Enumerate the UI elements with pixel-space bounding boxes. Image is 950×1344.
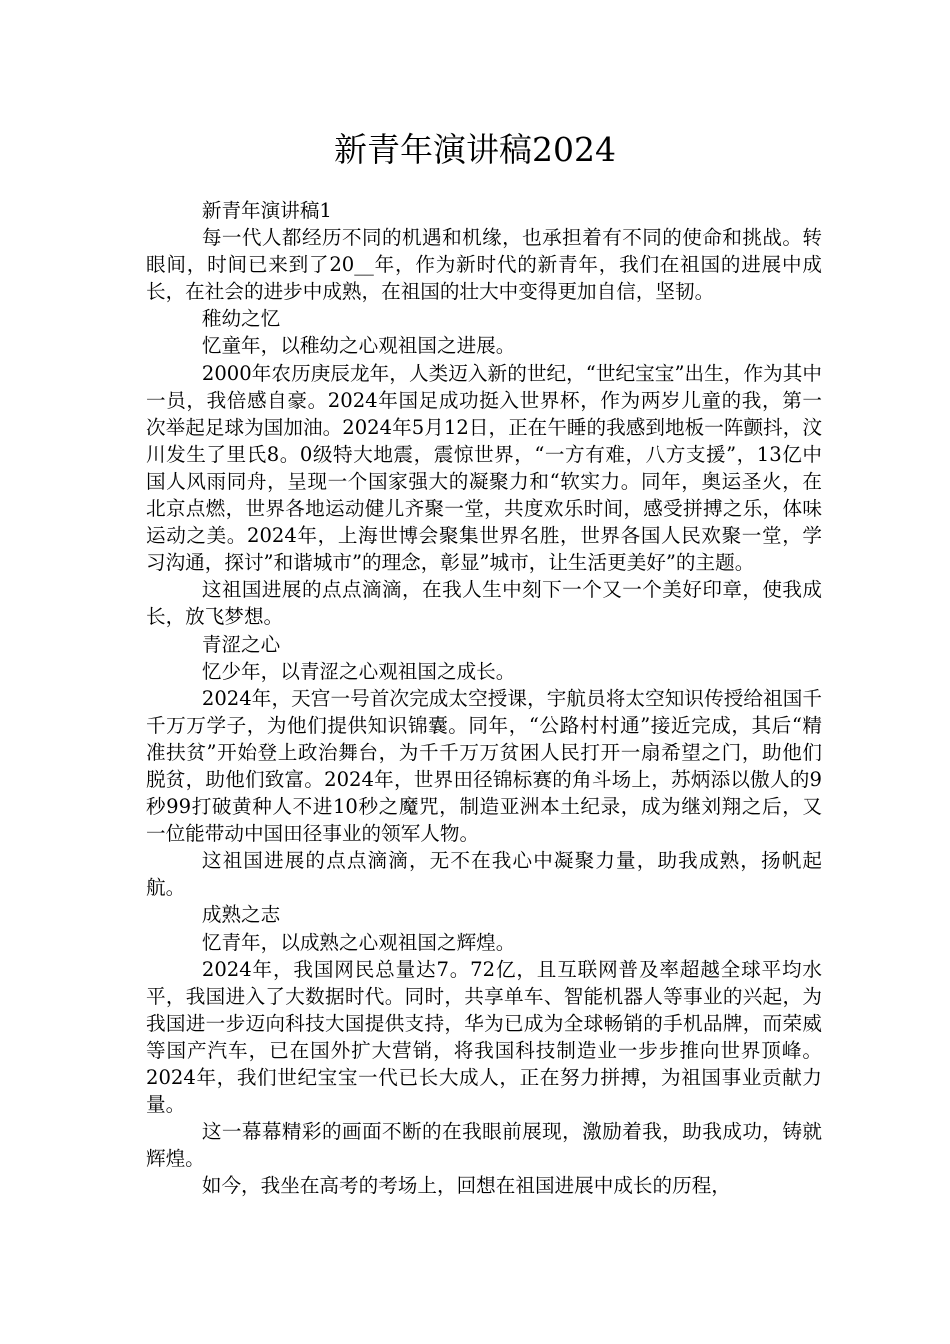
section-heading: 成熟之志 [201,903,281,927]
paragraph: 忆青年，以成熟之心观祖国之辉煌。 [201,930,516,954]
paragraph: 这祖国进展的点点滴滴，在我人生中刻下一个又一个美好印章，使我成长，放飞梦想。 [146,578,822,629]
paragraph: 忆少年，以青涩之心观祖国之成长。 [201,659,516,683]
paragraph: 2024年，天宫一号首次完成太空授课，宇航员将太空知识传授给祖国千千万万学子，为他们提供知识锦囊。同年，“公路村村通”接近完成，其后“精准扶贫”开始登上政治舞台，为千千万万贫困人民打开一扇希望之门，助他们脱贫，助他们致富。2024年，世界田径锦标赛的角斗场上，苏炳添以傲人的9秒99打破黄种人不进10秒之魔咒，制造亚洲本土纪录，成为继刘翔之后，又一位能带动中国田径事业的领军人物。 [146,686,822,846]
paragraph: 这一幕幕精彩的画面不断的在我眼前展现，激励着我，助我成功，铸就辉煌。 [146,1120,822,1171]
document-body [146,197,822,1199]
section-heading: 新青年演讲稿1 [201,199,332,222]
document-title: 新青年演讲稿2024 [334,130,616,169]
paragraph: 每一代人都经历不同的机遇和机缘，也承担着有不同的使命和挑战。转眼间，时间已来到了20__年，作为新时代的新青年，我们在祖国的进展中成长，在社会的进步中成熟，在祖国的壮大中变得更加自信，坚韧。 [146,226,822,304]
section-heading: 稚幼之忆 [201,307,281,331]
paragraph: 如今，我坐在高考的考场上，回想在祖国进展中成长的历程， [201,1174,731,1198]
paragraph: 这祖国进展的点点滴滴，无不在我心中凝聚力量，助我成熟，扬帆起航。 [146,849,822,900]
paragraph: 2024年，我国网民总量达7。72亿，且互联网普及率超越全球平均水平，我国进入了大数据时代。同时，共享单车、智能机器人等事业的兴起，为我国进一步迈向科技大国提供支持，华为已成为全球畅销的手机品牌，而荣威等国产汽车，已在国外扩大营销，将我国科技制造业一步步推向世界顶峰。2024年，我们世纪宝宝一代已长大成人，正在努力拼搏，为祖国事业贡献力量。 [146,957,822,1117]
section-heading: 青涩之心 [201,632,281,656]
paragraph: 忆童年，以稚幼之心观祖国之进展。 [201,334,516,358]
paragraph: 2000年农历庚辰龙年，人类迈入新的世纪，“世纪宝宝”出生，作为其中一员，我倍感自豪。2024年国足成功挺入世界杯，作为两岁儿童的我，第一次举起足球为国加油。2024年5月12日，正在午睡的我感到地板一阵颤抖，汶川发生了里氏8。0级特大地震，震惊世界，“一方有难，八方支援”，13亿中国人风雨同舟，呈现一个国家强大的凝聚力和“软实力。同年，奥运圣火，在北京点燃，世界各地运动健儿齐聚一堂，共度欢乐时间，感受拼搏之乐，体味运动之美。2024年，上海世博会聚集世界名胜，世界各国人民欢聚一堂，学习沟通，探讨”和谐城市”的理念，彰显”城市，让生活更美好”的主题。 [146,361,822,575]
